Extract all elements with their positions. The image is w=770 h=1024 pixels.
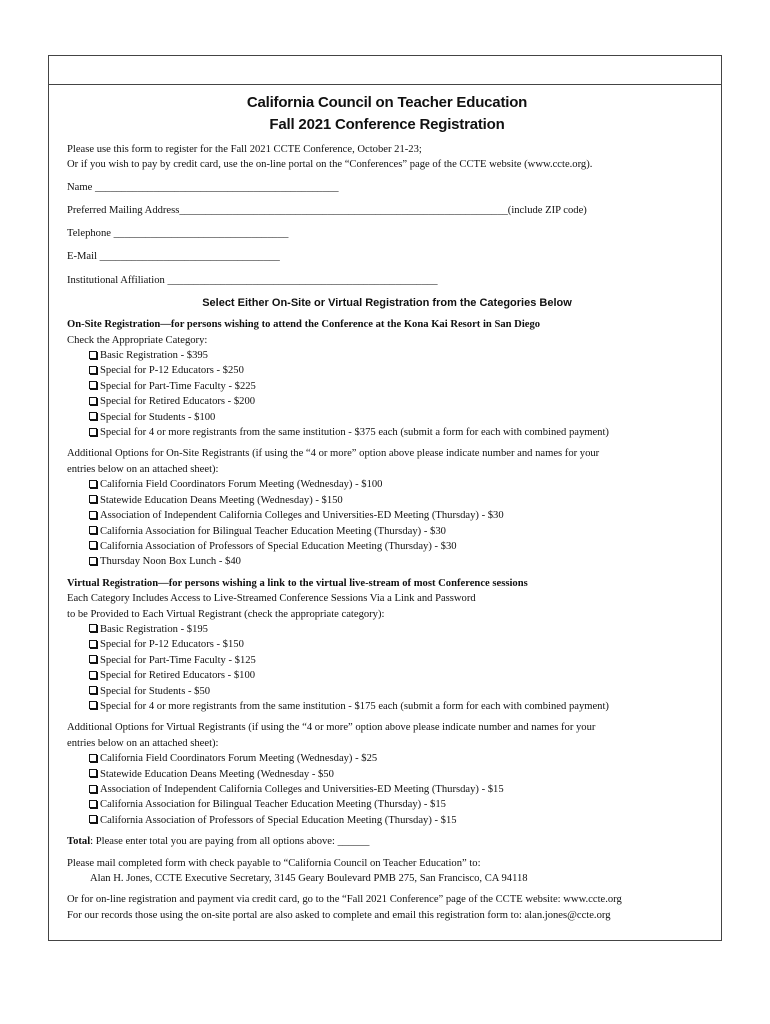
virtual-additional-option[interactable] [67,813,707,828]
onsite-heading: On-Site Registration—for persons wishing to attend the Conference at the Kona Kai Resort in San Diego [67,319,541,331]
checkbox-icon[interactable] [89,655,97,663]
checkbox-icon[interactable] [89,397,97,405]
checkbox-icon[interactable] [89,769,97,777]
virtual-option-label: Special for P-12 Educators - $150 [100,639,244,651]
checkbox-icon[interactable] [89,686,97,694]
checkbox-icon[interactable] [89,701,97,709]
title-line-2: Fall 2021 Conference Registration [269,116,505,133]
virtual-additional-option[interactable] [67,797,707,812]
onsite-additional-label: California Association for Bilingual Teacher Education Meeting (Thursday) - $30 [100,525,446,537]
onsite-option-label: Special for Part-Time Faculty - $225 [100,380,256,392]
onsite-option[interactable] [67,425,707,440]
checkbox-icon[interactable] [89,754,97,762]
onsite-option[interactable] [67,348,707,363]
onsite-additional-label: California Field Coordinators Forum Meeting (Wednesday) - $100 [100,479,383,491]
checkbox-icon[interactable] [89,671,97,679]
name-field[interactable]: Name ______________________________________________ [67,181,339,193]
checkbox-icon[interactable] [89,495,97,503]
virtual-additional-label: California Association of Professors of Special Education Meeting (Thursday) - $15 [100,814,457,826]
checkbox-icon[interactable] [89,785,97,793]
virtual-additional-option[interactable] [67,782,707,797]
virtual-additional-label: California Association for Bilingual Teacher Education Meeting (Thursday) - $15 [100,799,446,811]
onsite-additional-option[interactable] [67,539,707,554]
virtual-additional-option[interactable] [67,751,707,766]
onsite-option[interactable] [67,410,707,425]
onsite-additional-line-1: Additional Options for On-Site Registrants (if using the “4 or more” option above please indicate number and names for your [67,448,600,460]
onsite-option-label: Basic Registration - $395 [100,350,208,362]
virtual-additional-label: Association of Independent California Colleges and Universities-ED Meeting (Thursday) - $15 [100,784,504,796]
onsite-additional-label: California Association of Professors of Special Education Meeting (Thursday) - $30 [100,540,457,552]
intro-line-1: Please use this form to register for the Fall 2021 CCTE Conference, October 21-23; [67,144,422,155]
onsite-additional-label: Thursday Noon Box Lunch - $40 [100,556,241,568]
onsite-check-label: Check the Appropriate Category: [67,334,208,346]
form-content [67,92,707,923]
select-heading: Select Either On-Site or Virtual Registration from the Categories Below [202,296,572,309]
virtual-additional-option[interactable] [67,767,707,782]
checkbox-icon[interactable] [89,800,97,808]
checkbox-icon[interactable] [89,541,97,549]
checkbox-icon[interactable] [89,351,97,359]
title-line-1: California Council on Teacher Education [246,94,528,111]
virtual-additional-label: California Field Coordinators Forum Meeting (Wednesday) - $25 [100,753,378,765]
onsite-additional-option[interactable] [67,554,707,569]
onsite-option[interactable] [67,363,707,378]
online-line-2: For our records those using the on-site portal are also asked to complete and email this registration form to: alan.jones@ccte.org [67,909,611,921]
total-label: Total [67,836,91,848]
intro-line-2: Or if you wish to pay by credit card, use the on-line portal on the “Conferences” page of the CCTE website (www.ccte.org). [67,159,593,171]
onsite-additional-option[interactable] [67,508,707,523]
onsite-option-label: Special for Students - $100 [100,411,216,423]
onsite-option[interactable] [67,379,707,394]
virtual-heading: Virtual Registration—for persons wishing a link to the virtual live-stream of most Conference sessions [67,577,528,589]
virtual-option[interactable] [67,668,707,683]
onsite-option[interactable] [67,394,707,409]
checkbox-icon[interactable] [89,640,97,648]
onsite-additional-option[interactable] [67,493,707,508]
checkbox-icon[interactable] [89,815,97,823]
checkbox-icon[interactable] [89,511,97,519]
onsite-option-label: Special for Retired Educators - $200 [100,396,256,408]
virtual-desc-line-2: to be Provided to Each Virtual Registrant (check the appropriate category): [67,608,385,620]
virtual-option[interactable] [67,653,707,668]
onsite-option-label: Special for P-12 Educators - $250 [100,365,244,377]
virtual-option-label: Special for Retired Educators - $100 [100,670,256,682]
mail-address: Alan H. Jones, CCTE Executive Secretary, 3145 Geary Boulevard PMB 275, San Francisco, CA 94118 [90,873,528,885]
email-field[interactable]: E-Mail __________________________________ [67,251,280,263]
online-line-1: Or for on-line registration and payment via credit card, go to the “Fall 2021 Conference” page of the CCTE website: www.ccte.org [67,894,622,906]
checkbox-icon[interactable] [89,366,97,374]
virtual-desc-line-1: Each Category Includes Access to Live-Streamed Conference Sessions Via a Link and Password [67,593,476,605]
checkbox-icon[interactable] [89,557,97,565]
virtual-option[interactable] [67,699,707,714]
affiliation-field[interactable]: Institutional Affiliation ___________________________________________________ [67,274,438,286]
virtual-option-label: Special for Part-Time Faculty - $125 [100,654,256,666]
virtual-additional-line-2: entries below on an attached sheet): [67,737,219,749]
virtual-option[interactable] [67,684,707,699]
virtual-option[interactable] [67,622,707,637]
virtual-additional-label: Statewide Education Deans Meeting (Wednesday - $50 [100,768,334,780]
checkbox-icon[interactable] [89,624,97,632]
mail-line-1: Please mail completed form with check payable to “California Council on Teacher Education” to: [67,857,481,869]
address-field[interactable]: Preferred Mailing Address______________________________________________________________(include ZIP code) [67,205,587,217]
virtual-additional-line-1: Additional Options for Virtual Registrants (if using the “4 or more” option above please indicate number and names for your [67,722,596,734]
checkbox-icon[interactable] [89,412,97,420]
virtual-option[interactable] [67,637,707,652]
checkbox-icon[interactable] [89,526,97,534]
virtual-option-label: Basic Registration - $195 [100,623,208,635]
total-line[interactable] [67,834,707,849]
header-band [49,56,721,85]
onsite-additional-option[interactable] [67,477,707,492]
checkbox-icon[interactable] [89,381,97,389]
onsite-additional-line-2: entries below on an attached sheet): [67,463,219,475]
total-text: : Please enter total you are paying from all options above: ______ [90,836,370,848]
onsite-option-label: Special for 4 or more registrants from the same institution - $375 each (submit a form for each with combined payment) [100,427,609,439]
onsite-additional-label: Association of Independent California Colleges and Universities-ED Meeting (Thursday) - $30 [100,510,504,522]
form-frame [48,55,722,941]
virtual-option-label: Special for 4 or more registrants from the same institution - $175 each (submit a form for each with combined payment) [100,700,609,712]
telephone-field[interactable]: Telephone _________________________________ [67,228,289,240]
virtual-option-label: Special for Students - $50 [100,685,211,697]
checkbox-icon[interactable] [89,480,97,488]
checkbox-icon[interactable] [89,428,97,436]
onsite-additional-option[interactable] [67,524,707,539]
onsite-additional-label: Statewide Education Deans Meeting (Wednesday) - $150 [100,494,343,506]
